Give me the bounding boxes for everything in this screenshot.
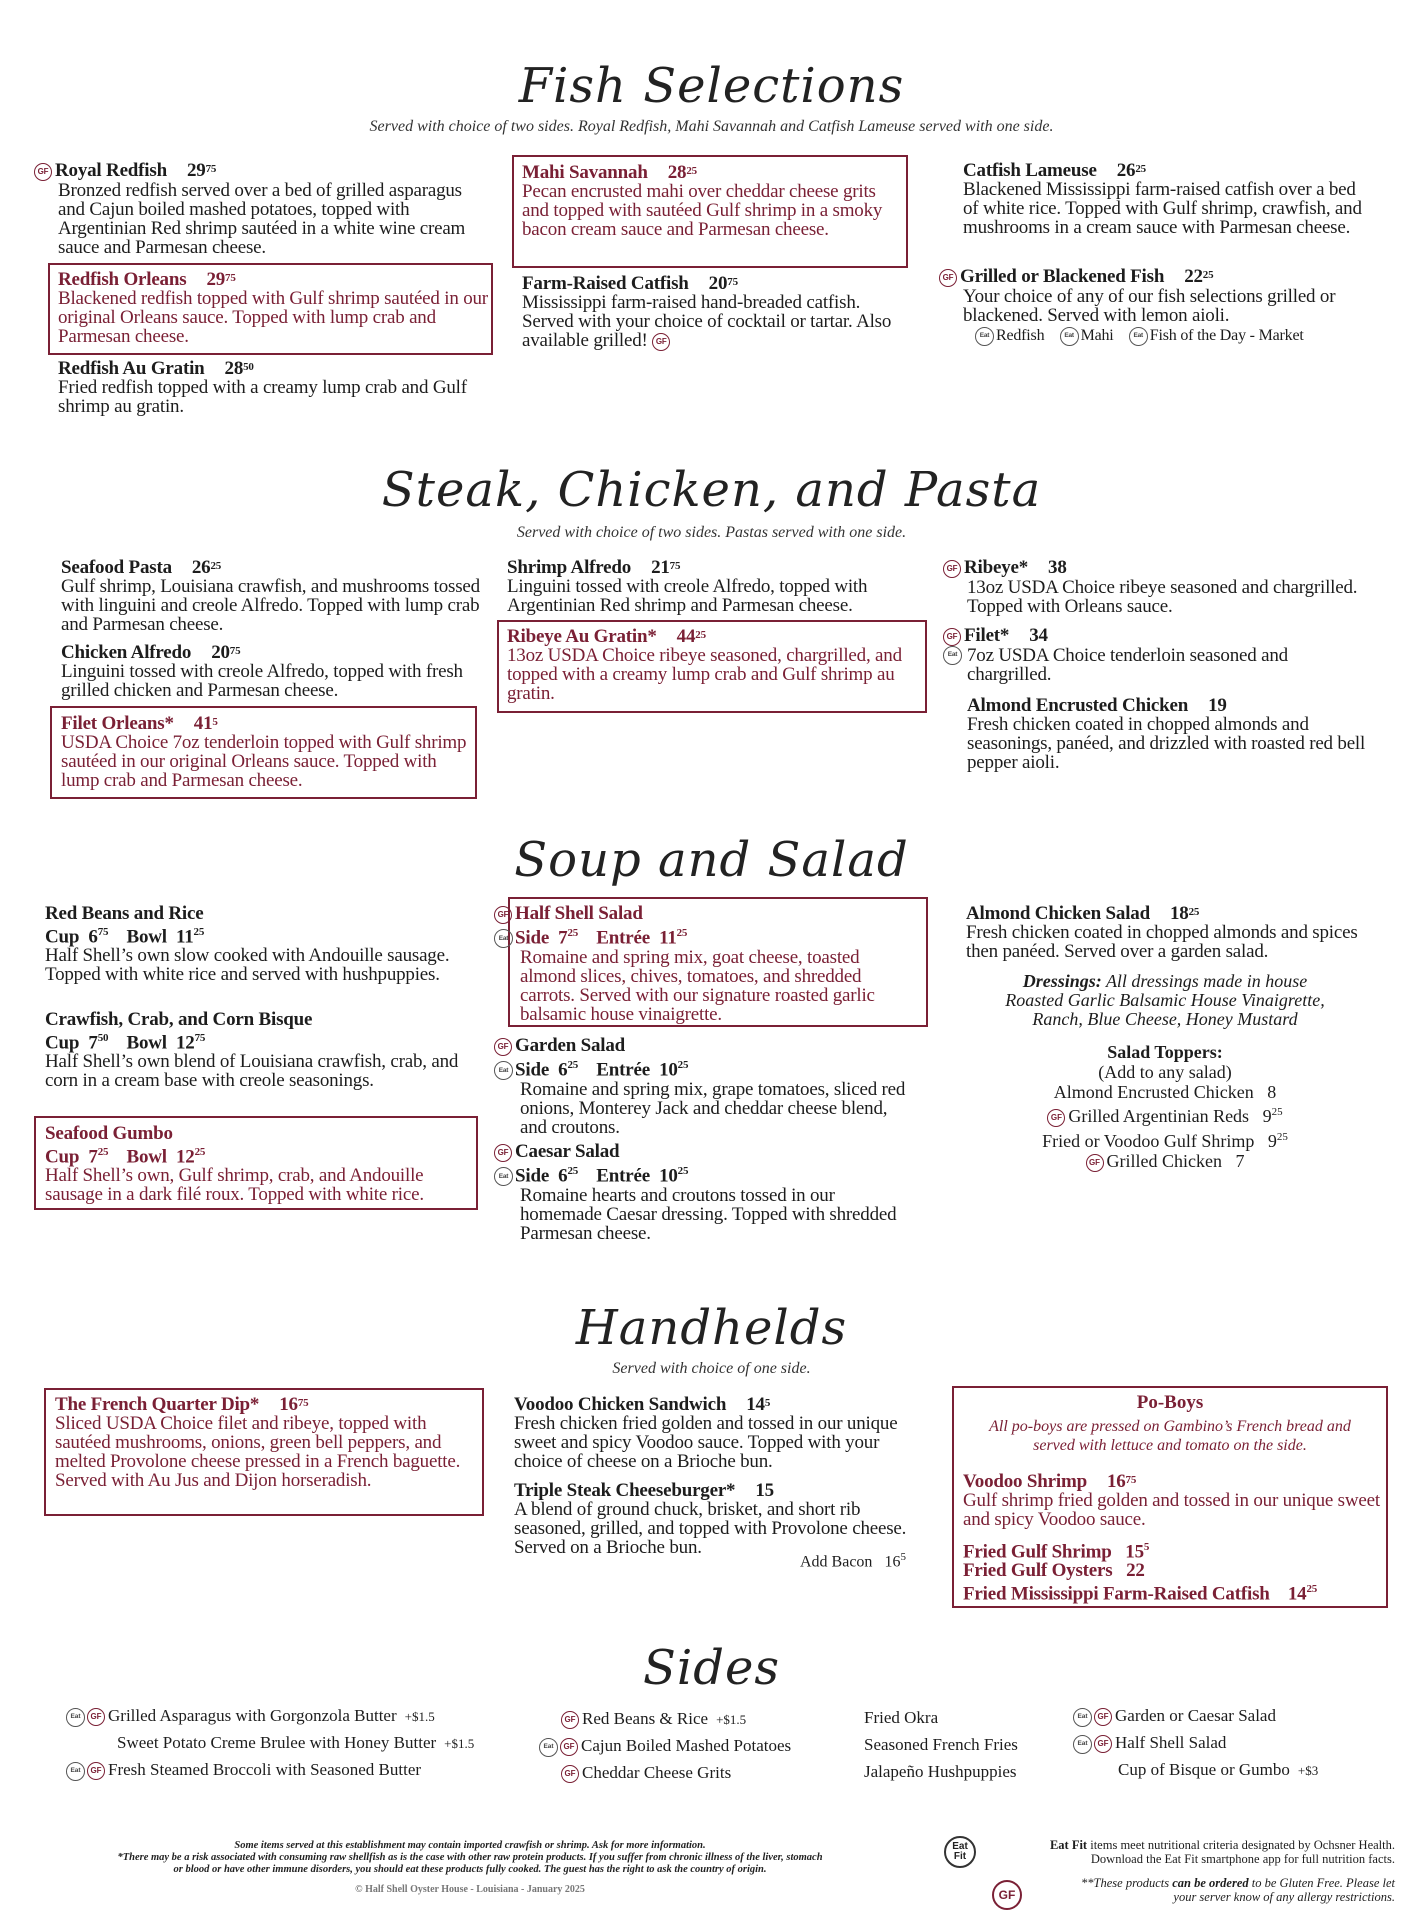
item-price: $28^{25}$ [667,162,697,183]
item-description: Gulf shrimp fried golden and tossed in our unique sweet and spicy Voodoo sauce. [963,1490,1380,1530]
item-description: Linguini tossed with creole Alfredo, topped with fresh grilled chicken and Parmesan cheese. [61,661,463,701]
item-name: Mahi Savannah [522,162,648,183]
item-description: Linguini tossed with creole Alfredo, topped with Argentinian Red shrimp and Parmesan cheese. [507,576,868,616]
item-description: Half Shell’s own slow cooked with Andouille sausage. Topped with white rice and served with hushpuppies. [45,945,450,986]
item-prices: Cup $7^{50}$ Bowl $12^{75}$ [45,1032,206,1054]
gluten-free-icon: GF [652,333,670,351]
item-name: Shrimp Alfredo [507,557,632,578]
gluten-free-icon: GF [87,1762,105,1780]
menu-item-redfish-au-gratin [58,359,488,416]
menu-item-caesar-salad [494,1142,914,1243]
item-name: Red Beans and Rice [45,903,204,924]
item-price: $44^{25}$ [676,626,706,647]
menu-item-voodoo-shrimp [963,1472,1383,1529]
item-name: Royal Redfish [55,160,167,181]
item-price: 19 [1208,695,1227,716]
eat-fit-icon: Eat [539,1738,558,1757]
dressings-label: Dressings: [1022,971,1102,991]
item-name: Triple Steak Cheeseburger* [514,1480,736,1501]
fish-options: Eat Redfish Eat Mahi Eat Fish of the Day - Market [975,327,1379,346]
item-prices: Cup $7^{25}$ Bowl $12^{25}$ [45,1146,206,1168]
po-boys-subtitle: All po-boys are pressed on Gambino’s French bread and served with lettuce and tomato on the side. [989,1418,1351,1454]
menu-item-chicken-alfredo [61,643,481,700]
item-description: Sliced USDA Choice filet and ribeye, topped with sautéed mushrooms, onions, green bell peppers, and melted Provolone cheese pressed in a French baguette. Served with Au Jus and Dijon horseradish. [55,1413,461,1491]
item-description: Half Shell’s own, Gulf shrimp, crab, and Andouille sausage in a dark filé roux. Topped with white rice. [45,1165,424,1206]
gluten-free-icon: GF [561,1711,579,1729]
item-name: Crawfish, Crab, and Corn Bisque [45,1009,313,1030]
item-description: Fresh chicken fried golden and tossed in our unique sweet and spicy Voodoo sauce. Topped with your choice of cheese on a Brioche bun. [514,1413,898,1472]
item-description: Romaine hearts and croutons tossed in our homemade Caesar dressing. Topped with shredded Parmesan cheese. [520,1185,897,1245]
item-description: Romaine and spring mix, goat cheese, toasted almond slices, chives, tomatoes, and shredded carrots. Served with our signature roasted garlic balsamic house vinaigrette. [520,947,875,1026]
item-price: $16^{75}$ [279,1394,309,1415]
item-description: 13oz USDA Choice ribeye seasoned, chargrilled, and topped with a creamy lump crab and Gulf shrimp au gratin. [507,645,902,704]
item-description: USDA Choice 7oz tenderloin topped with Gulf shrimp sautéed in our original Orleans sauce. Topped with lump crab and Parmesan cheese. [61,732,467,791]
item-description: Blackened Mississippi farm-raised catfish over a bed of white rice. Topped with Gulf shrimp, crawfish, and mushrooms in a cream sauce with Parmesan cheese. [963,179,1362,238]
menu-item-redfish-orleans [58,270,488,346]
side-item: Jalapeño Hushpuppies [864,1762,1017,1781]
item-name: Garden Salad [515,1035,626,1056]
item-description: Blackened redfish topped with Gulf shrimp sautéed in our original Orleans sauce. Topped with lump crab and Parmesan cheese. [58,288,488,347]
menu-item-seafood-gumbo [45,1124,475,1204]
soup-section-title: Soup and Salad [514,832,909,888]
item-price: 34 [1029,625,1048,646]
topper-item: Almond Encrusted Chicken 8 [1053,1082,1277,1102]
item-prices: Eat Side $6^{25}$ Entrée $10^{25}$ [494,1162,914,1186]
menu-item-seafood-pasta [61,558,481,634]
item-prices: Cup $6^{75}$ Bowl $11^{25}$ [45,926,205,948]
handhelds-section-subtitle: Served with choice of one side. [612,1360,811,1377]
item-price: $41^5$ [193,713,218,734]
item-name: Ribeye* [964,557,1029,578]
menu-item-garden-salad [494,1036,914,1137]
eat-fit-icon: Eat [1073,1708,1092,1727]
gluten-free-icon: GF [494,1038,512,1056]
eat-fit-icon: Eat [1129,327,1148,346]
dressings-block: Dressings: All dressings made in house Roasted Garlic Balsamic House Vinaigrette, Ranch, Blue Cheese, Honey Mustard [1005,971,1325,1029]
item-description: Romaine and spring mix, grape tomatoes, sliced red onions, Monterey Jack and cheddar cheese blend, and croutons. [520,1079,906,1139]
menu-item-ribeye [943,558,1363,616]
item-name: Caesar Salad [515,1141,620,1162]
fish-section-subtitle: Served with choice of two sides. Royal Redfish, Mahi Savannah and Catfish Lameuse served with one side. [369,118,1054,135]
item-price: $14^5$ [746,1394,771,1415]
item-name: Almond Encrusted Chicken [967,695,1189,716]
eat-fit-icon: Eat [494,1167,513,1186]
item-description: Pecan encrusted mahi over cheddar cheese grits and topped with sautéed Gulf shrimp in a smoky bacon cream sauce and Parmesan cheese. [522,181,883,240]
menu-item-mahi-savannah [522,163,902,239]
menu-item-grilled-blackened-fish [939,267,1379,346]
item-price: $26^{25}$ [191,557,222,578]
item-description: Fresh chicken coated in chopped almonds and seasonings, panéed, and drizzled with roasted red bell pepper aioli. [967,714,1366,773]
gluten-free-icon: GF [87,1708,105,1726]
item-name: Voodoo Chicken Sandwich [514,1394,727,1415]
sides-section-title: Sides [643,1640,780,1696]
side-item: Eat GF Garden or Caesar Salad [1073,1706,1276,1727]
item-name: Catfish Lameuse [963,160,1097,181]
gluten-free-note: **These products can be ordered to be Gluten Free. Please let your server know of any allergy restrictions. [1081,1876,1395,1904]
topper-item: Fried or Voodoo Gulf Shrimp $9^{25}$ [1042,1130,1288,1151]
item-name: Half Shell Salad [515,903,643,924]
menu-item-voodoo-chicken-sandwich [514,1395,914,1471]
item-name: Seafood Gumbo [45,1123,173,1144]
gluten-free-icon: GF [1047,1109,1065,1127]
item-name: Filet* [964,625,1010,646]
gluten-free-icon: GF [34,163,52,181]
menu-item-french-quarter-dip [55,1395,480,1490]
gluten-free-icon: GF [494,906,512,924]
item-name: Grilled or Blackened Fish [960,266,1165,287]
item-price: $26^{25}$ [1116,160,1146,181]
item-price: 38 [1048,557,1067,578]
item-description: Your choice of any of our fish selections grilled or blackened. Served with lemon aioli. [963,285,1336,326]
item-price: $22^{25}$ [1184,266,1214,287]
menu-item-almond-chicken-salad [966,904,1366,961]
item-description: 13oz USDA Choice ribeye seasoned and chargrilled. Topped with Orleans sauce. [967,576,1358,617]
eat-fit-icon: Eat [943,646,962,665]
eat-fit-logo-icon: Eat Fit [944,1836,976,1868]
menu-item-shrimp-alfredo [507,558,917,615]
po-boys-title: Po-Boys [1136,1392,1204,1413]
item-prices: Eat Side $7^{25}$ Entrée $11^{25}$ [494,924,914,948]
menu-item-almond-chicken [967,696,1367,772]
item-name: Voodoo Shrimp [963,1471,1087,1492]
side-item: Cup of Bisque or Gumbo +$3 [1118,1760,1319,1779]
item-description: Fried redfish topped with a creamy lump crab and Gulf shrimp au gratin. [58,377,467,417]
eat-fit-icon: Eat [1073,1735,1092,1754]
item-price: $29^{75}$ [206,269,236,290]
gluten-free-icon: GF [561,1765,579,1783]
item-name: Chicken Alfredo [61,642,192,663]
eat-fit-icon: Eat [975,327,994,346]
gluten-free-icon: GF [1094,1708,1112,1726]
item-price: $18^{25}$ [1169,903,1200,924]
fish-section-title: Fish Selections [518,58,905,114]
gluten-free-logo-icon: GF [992,1880,1022,1910]
gluten-free-icon: GF [943,628,961,646]
side-item: GF Cheddar Cheese Grits [561,1763,731,1783]
gluten-free-icon: GF [494,1144,512,1162]
side-item: Eat GF Fresh Steamed Broccoli with Seasoned Butter [66,1760,421,1781]
gluten-free-icon: GF [1094,1735,1112,1753]
side-item: Seasoned French Fries [864,1735,1018,1754]
gluten-free-icon: GF [1086,1154,1104,1172]
steak-section-title: Steak, Chicken, and Pasta [381,462,1042,518]
topper-item: GF Grilled Argentinian Reds $9^{25}$ [960,1102,1370,1127]
item-price: $29^{75}$ [186,160,217,181]
side-item: GF Red Beans & Rice +$1.5 [561,1709,746,1730]
side-item: Eat GF Grilled Asparagus with Gorgonzola Butter +$1.5 [66,1706,435,1727]
item-description: Half Shell’s own blend of Louisiana crawfish, crab, and corn in a cream base with creole seasonings. [45,1051,459,1092]
item-name: Filet Orleans* [61,713,174,734]
item-price: $28^{50}$ [224,358,254,379]
eat-fit-icon: Eat [494,929,513,948]
footer-copyright: © Half Shell Oyster House - Louisiana - January 2025 [355,1884,585,1895]
eat-fit-icon: Eat [494,1061,513,1080]
menu-item-catfish-lameuse [963,161,1373,237]
toppers-title: Salad Toppers: [1107,1042,1223,1062]
eat-fit-icon: Eat [66,1762,85,1781]
topper-item: GF Grilled Chicken 7 [960,1151,1370,1172]
handhelds-section-title: Handhelds [575,1300,848,1356]
item-name: Farm-Raised Catfish [522,273,689,294]
addon-bacon: Add Bacon $16^5$ [800,1551,906,1571]
item-description: Mississippi farm-raised hand-breaded catfish. Served with your choice of cocktail or tartar. Also available grilled! GF [522,292,892,351]
menu-item-ribeye-au-gratin [507,627,922,703]
menu-item-filet [943,626,1363,684]
menu-item-fried-gulf-oysters: Fried Gulf Oysters 22 [963,1560,1145,1582]
side-item: Fried Okra [864,1708,939,1727]
eat-fit-icon: Eat [66,1708,85,1727]
item-prices: Eat Side $6^{25}$ Entrée $10^{25}$ [494,1056,914,1080]
steak-section-subtitle: Served with choice of two sides. Pastas served with one side. [516,524,907,541]
item-price: $20^{75}$ [708,273,738,294]
menu-item-bisque [45,1010,465,1090]
eat-fit-note: Eat Fit items meet nutritional criteria designated by Ochsner Health. Download the Eat Fit smartphone app for full nutrition facts. [1049,1838,1395,1866]
eat-fit-icon: Eat [1060,327,1079,346]
item-name: Ribeye Au Gratin* [507,626,657,647]
item-description: Gulf shrimp, Louisiana crawfish, and mushrooms tossed with linguini and creole Alfredo. Topped with lump crab and Parmesan cheese. [61,576,480,635]
item-description: Eat 7oz USDA Choice tenderloin seasoned and chargrilled. [967,646,1363,684]
menu-item-filet-orleans [61,714,471,790]
menu-item-fried-catfish: Fried Mississippi Farm-Raised Catfish $14^{25}$ [963,1583,1318,1605]
item-price: 15 [755,1480,774,1501]
side-item: Sweet Potato Creme Brulee with Honey Butter +$1.5 [117,1733,475,1752]
menu-item-half-shell-salad [494,904,914,1024]
side-item: Eat GF Half Shell Salad [1073,1733,1226,1754]
item-price: $20^{75}$ [211,642,241,663]
gluten-free-icon: GF [939,269,957,287]
po-boy-list [963,1538,1383,1604]
gluten-free-icon: GF [943,560,961,578]
menu-item-red-beans-rice [45,904,465,984]
item-name: The French Quarter Dip* [55,1394,260,1415]
item-name: Redfish Au Gratin [58,358,205,379]
side-item: Eat GF Cajun Boiled Mashed Potatoes [539,1736,791,1757]
gluten-free-icon: GF [560,1738,578,1756]
footer-disclaimer: Some items served at this establishment may contain imported crawfish or shrimp. Ask for more information. *There may be a risk associated with consuming raw shellfish as is the case with other raw protein products. If you suffer from chronic illness of the liver, stomach or blood or have other immune disorders, you should eat these products fully cooked. The guest has the right to ask the country of origin. © Half Shell Oyster House - Louisiana - January 2025 [20,1840,920,1896]
item-name: Redfish Orleans [58,269,187,290]
item-description: A blend of ground chuck, brisket, and short rib seasoned, grilled, and topped with Provolone cheese. Served on a Brioche bun. [514,1499,907,1558]
menu-item-farm-raised-catfish [522,274,912,351]
item-name: Almond Chicken Salad [966,903,1150,924]
item-name: Seafood Pasta [61,557,172,578]
menu-item-fried-gulf-shrimp: Fried Gulf Shrimp $15^5$ [963,1541,1150,1563]
item-price: $16^{75}$ [1106,1471,1137,1492]
menu-item-triple-steak-cheeseburger [514,1481,914,1557]
item-description: Bronzed redfish served over a bed of grilled asparagus and Cajun boiled mashed potatoes, topped with Argentinian Red shrimp sautéed in a white wine cream sauce and Parmesan cheese. [58,179,466,258]
menu-item-royal-redfish [34,161,474,257]
item-description: Fresh chicken coated in chopped almonds and spices then panéed. Served over a garden salad. [966,922,1358,962]
item-price: $21^{75}$ [651,557,681,578]
salad-toppers-block: Salad Toppers: (Add to any salad) Almond Encrusted Chicken 8 GF Grilled Argentinian Reds $9^{25}$ Fried or Voodoo Gulf Shrimp $9^{25}$ GF Grilled Chicken 7 [960,1042,1370,1172]
